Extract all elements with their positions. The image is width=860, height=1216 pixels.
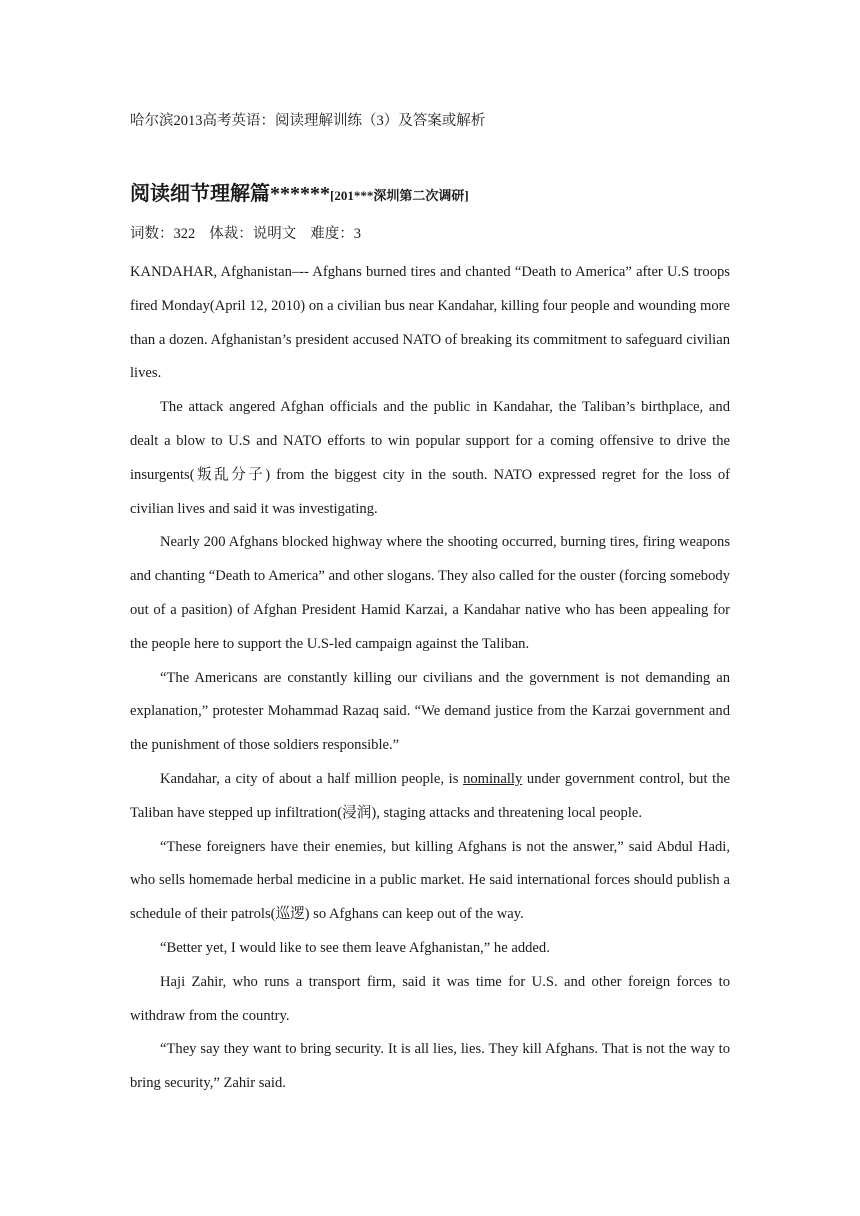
section-source: [201***深圳第二次调研] bbox=[330, 188, 469, 203]
paragraph-5-start: Kandahar, a city of about a half million people, is bbox=[160, 770, 464, 787]
paragraph-9: “They say they want to bring security. It is all lies, lies. They kill Afghans. That is not the way to bring security,” Zahir said. bbox=[130, 1041, 730, 1092]
article-meta bbox=[130, 223, 375, 245]
paragraph-2: The attack angered Afghan officials and the public in Kandahar, the Taliban’s birthplace, and dealt a blow to U.S and NATO efforts to win popular support for a coming offensive to drive the insurgents(叛乱分子) from the biggest city in the south. NATO expressed regret for the loss of civilian lives and said it was investigating. bbox=[130, 399, 730, 517]
article-body bbox=[130, 256, 730, 1101]
paragraph-8: Haji Zahir, who runs a transport firm, said it was time for U.S. and other foreign forces to withdraw from the country. bbox=[130, 973, 730, 1024]
underlined-word: nominally bbox=[463, 770, 523, 787]
paragraph-5 bbox=[130, 763, 730, 831]
paragraph-3: Nearly 200 Afghans blocked highway where the shooting occurred, burning tires, firing weapons and chanting “Death to America” and other slogans. They also called for the ouster (forcing somebody out of a pasition) of Afghan President Hamid Karzai, a Kandahar native who has been appealing for the people here to support the U.S-led campaign against the Taliban. bbox=[130, 534, 730, 652]
paragraph-7: “Better yet, I would like to see them leave Afghanistan,” he added. bbox=[160, 939, 550, 956]
paragraph-1: KANDAHAR, Afghanistan–-- Afghans burned tires and chanted “Death to America” after U.S troops fired Monday(April 12, 2010) on a civilian bus near Kandahar, killing four people and wounding more than a dozen. Afghanistan’s president accused NATO of breaking its commitment to safeguard civilian lives. bbox=[130, 264, 730, 382]
section-heading-text: 阅读细节理解篇****** bbox=[130, 183, 330, 205]
word-count: 词数：322 bbox=[130, 226, 196, 242]
document-title: 哈尔滨2013高考英语：阅读理解训练（3）及答案或解析 bbox=[130, 113, 486, 129]
paragraph-4: “The Americans are constantly killing our civilians and the government is not demanding an explanation,” protester Mohammad Razaq said. “We demand justice from the Karzai government and the punishment of those soldiers responsible.” bbox=[130, 669, 730, 754]
paragraph-6: “These foreigners have their enemies, but killing Afghans is not the answer,” said Abdul Hadi, who sells homemade herbal medicine in a public market. He said international forces should publish a schedule of their patrols(巡逻) so Afghans can keep out of the way. bbox=[130, 838, 730, 923]
paragraph-5-end: under government control, but the Taliban have stepped up infiltration(浸润), staging attacks and threatening local people. bbox=[130, 770, 731, 821]
section-heading bbox=[130, 179, 469, 211]
genre: 体裁：说明文 bbox=[209, 226, 297, 242]
difficulty: 难度：3 bbox=[310, 226, 361, 242]
